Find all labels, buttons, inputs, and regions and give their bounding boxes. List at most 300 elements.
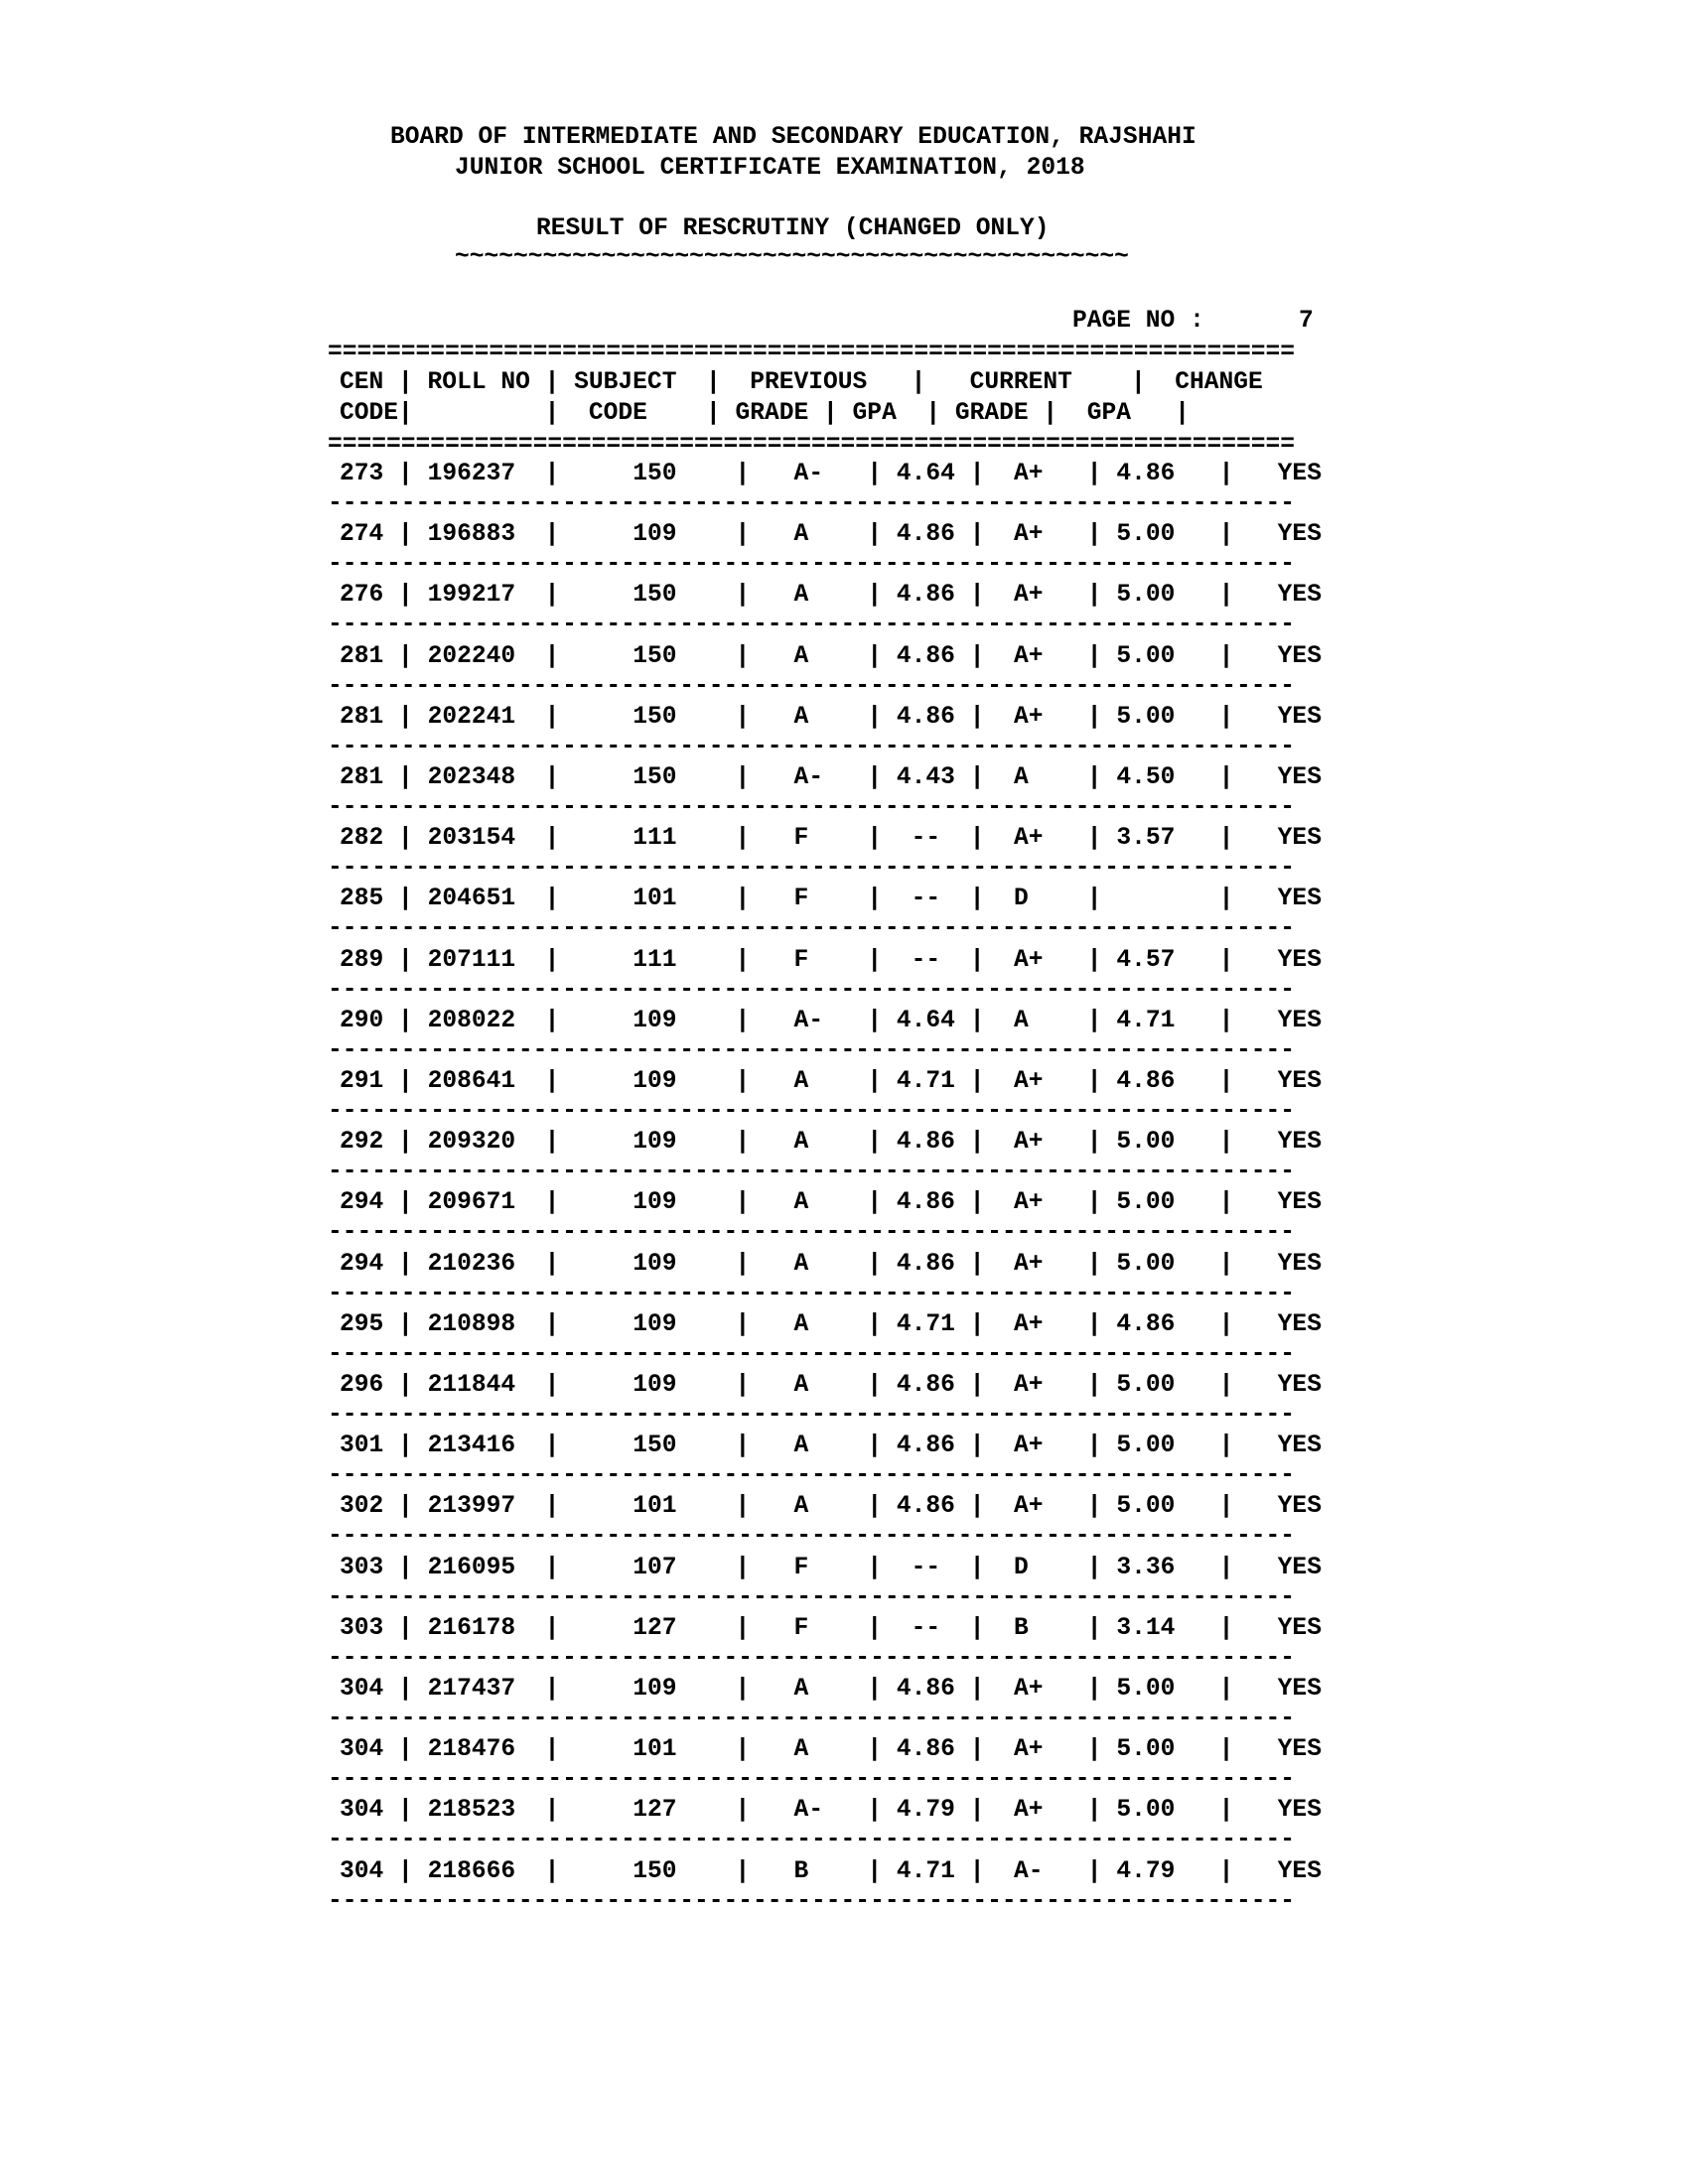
- cen-code-cell: 282: [340, 825, 384, 853]
- current-gpa-cell: 4.79: [1116, 1857, 1176, 1885]
- current-gpa-cell: 5.00: [1116, 1189, 1176, 1217]
- current-gpa-cell: 5.00: [1116, 1676, 1176, 1703]
- current-grade-cell: A+: [1013, 1250, 1044, 1278]
- subject-code-cell: 127: [633, 1614, 677, 1642]
- current-grade-cell: A-: [1013, 1857, 1044, 1885]
- current-grade-cell: A+: [1013, 825, 1044, 853]
- subject-code-cell: 111: [633, 946, 677, 974]
- table-row: [340, 1857, 1322, 1887]
- column-separator: |: [676, 1857, 779, 1885]
- change-cell: YES: [1277, 461, 1322, 487]
- column-separator: |: [1175, 825, 1278, 853]
- previous-grade-cell: A: [778, 703, 838, 731]
- current-grade-cell: A+: [1013, 1797, 1044, 1825]
- table-row: [340, 1432, 1322, 1461]
- current-grade-cell: A+: [1013, 1493, 1044, 1521]
- cen-code-cell: 303: [340, 1554, 384, 1581]
- previous-grade-cell: F: [778, 946, 838, 974]
- row-separator-rule: ------------------------------------------------------------------: [328, 1402, 1296, 1429]
- column-separator: |: [383, 1676, 428, 1703]
- cen-code-cell: 274: [340, 521, 384, 549]
- subject-code-cell: 150: [633, 1857, 677, 1885]
- column-separator: |: [1043, 642, 1117, 670]
- previous-grade-cell: A-: [778, 1007, 838, 1034]
- cen-code-cell: 292: [340, 1129, 384, 1157]
- change-cell: YES: [1277, 703, 1322, 731]
- table-row: [340, 642, 1322, 672]
- column-separator: |: [1043, 1007, 1117, 1034]
- change-cell: YES: [1277, 1857, 1322, 1885]
- subject-code-cell: 109: [633, 1676, 677, 1703]
- subject-code-cell: 109: [633, 1310, 677, 1338]
- column-separator: |: [837, 1007, 897, 1034]
- current-grade-cell: A+: [1013, 461, 1044, 487]
- title-underline: ~~~~~~~~~~~~~~~~~~~~~~~~~~~~~~~~~~~~~~~~~~~~~~: [455, 244, 1129, 271]
- column-separator: |: [954, 946, 1014, 974]
- row-separator-rule: ------------------------------------------------------------------: [328, 733, 1296, 760]
- column-separator: |: [1175, 1372, 1278, 1399]
- roll-no-cell: 213997: [427, 1493, 516, 1521]
- column-separator: |: [676, 1493, 779, 1521]
- column-separator: |: [515, 461, 633, 487]
- previous-grade-cell: F: [778, 886, 838, 913]
- column-separator: |: [1043, 1797, 1117, 1825]
- column-separator: |: [515, 1857, 633, 1885]
- column-separator: |: [1175, 1736, 1278, 1764]
- column-separator: |: [676, 886, 779, 913]
- current-grade-cell: A+: [1013, 703, 1044, 731]
- subject-code-cell: 109: [633, 1250, 677, 1278]
- change-cell: YES: [1277, 1372, 1322, 1399]
- subject-code-cell: 150: [633, 582, 677, 610]
- column-separator: |: [515, 521, 633, 549]
- column-separator: |: [515, 582, 633, 610]
- cen-code-cell: 304: [340, 1736, 384, 1764]
- previous-gpa-cell: 4.86: [896, 642, 955, 670]
- column-separator: |: [837, 642, 897, 670]
- column-separator: |: [837, 1250, 897, 1278]
- table-row: [340, 1554, 1322, 1583]
- column-separator: |: [1043, 1433, 1117, 1460]
- previous-gpa-cell: 4.86: [896, 1493, 955, 1521]
- previous-grade-cell: A: [778, 582, 838, 610]
- previous-gpa-cell: 4.86: [896, 1736, 955, 1764]
- column-separator: |: [515, 886, 633, 913]
- roll-no-cell: 207111: [427, 946, 516, 974]
- column-separator: |: [1043, 825, 1117, 853]
- column-separator: |: [837, 521, 897, 549]
- previous-grade-cell: A: [778, 1310, 838, 1338]
- column-separator: |: [1043, 1310, 1117, 1338]
- column-separator: |: [837, 825, 897, 853]
- column-separator: |: [1175, 1493, 1278, 1521]
- column-separator: |: [837, 582, 897, 610]
- column-separator: |: [1043, 1129, 1117, 1157]
- change-cell: YES: [1277, 1797, 1322, 1825]
- column-separator: |: [1175, 703, 1278, 731]
- roll-no-cell: 209320: [427, 1129, 516, 1157]
- table-row: [340, 824, 1322, 854]
- exam-title: JUNIOR SCHOOL CERTIFICATE EXAMINATION, 2018: [455, 155, 1085, 182]
- column-separator: |: [954, 764, 1014, 791]
- table-row: [340, 1007, 1322, 1036]
- current-gpa-cell: 4.86: [1116, 1068, 1176, 1095]
- previous-grade-cell: A: [778, 521, 838, 549]
- column-separator: |: [1043, 1554, 1117, 1581]
- column-separator: |: [1175, 1676, 1278, 1703]
- current-grade-cell: A+: [1013, 642, 1044, 670]
- table-row: [340, 703, 1322, 733]
- current-grade-cell: A+: [1013, 946, 1044, 974]
- roll-no-cell: 217437: [427, 1676, 516, 1703]
- row-separator-rule: ------------------------------------------------------------------: [328, 612, 1296, 639]
- column-separator: |: [515, 764, 633, 791]
- roll-no-cell: 196883: [427, 521, 516, 549]
- current-grade-cell: A: [1013, 764, 1044, 791]
- row-separator-rule: ------------------------------------------------------------------: [328, 1280, 1296, 1307]
- column-separator: |: [383, 1310, 428, 1338]
- change-cell: YES: [1277, 1614, 1322, 1642]
- previous-gpa-cell: 4.86: [896, 521, 955, 549]
- table-row: [340, 1492, 1322, 1522]
- column-separator: |: [676, 825, 779, 853]
- previous-grade-cell: A-: [778, 1797, 838, 1825]
- row-separator-rule: ------------------------------------------------------------------: [328, 1887, 1296, 1915]
- column-separator: |: [1175, 1189, 1278, 1217]
- change-cell: YES: [1277, 946, 1322, 974]
- current-gpa-cell: 5.00: [1116, 1250, 1176, 1278]
- row-separator-rule: ------------------------------------------------------------------: [328, 1462, 1296, 1490]
- cen-code-cell: 290: [340, 1007, 384, 1034]
- column-separator: |: [954, 1068, 1014, 1095]
- column-separator: |: [383, 1433, 428, 1460]
- change-cell: YES: [1277, 582, 1322, 610]
- column-separator: |: [676, 1189, 779, 1217]
- previous-grade-cell: A: [778, 1433, 838, 1460]
- subject-code-cell: 101: [633, 1736, 677, 1764]
- roll-no-cell: 203154: [427, 825, 516, 853]
- table-row: [340, 1675, 1322, 1705]
- previous-grade-cell: A: [778, 1189, 838, 1217]
- column-separator: |: [676, 461, 779, 487]
- column-separator: |: [954, 582, 1014, 610]
- column-separator: |: [383, 886, 428, 913]
- current-grade-cell: A+: [1013, 1129, 1044, 1157]
- column-separator: |: [1043, 764, 1117, 791]
- previous-grade-cell: A: [778, 1372, 838, 1399]
- current-grade-cell: A: [1013, 1007, 1044, 1034]
- previous-gpa-cell: 4.71: [896, 1068, 955, 1095]
- table-row: [340, 1250, 1322, 1280]
- column-separator: |: [676, 521, 779, 549]
- roll-no-cell: 218666: [427, 1857, 516, 1885]
- table-row: [340, 1735, 1322, 1765]
- column-separator: |: [837, 1493, 897, 1521]
- table-row: [340, 1614, 1322, 1644]
- column-separator: |: [383, 521, 428, 549]
- change-cell: YES: [1277, 1007, 1322, 1034]
- column-separator: |: [515, 1250, 633, 1278]
- page-number-label: PAGE NO :: [1072, 308, 1204, 335]
- column-separator: |: [1043, 886, 1117, 913]
- column-separator: |: [1175, 946, 1278, 974]
- change-cell: YES: [1277, 1676, 1322, 1703]
- column-separator: |: [954, 1857, 1014, 1885]
- column-separator: |: [515, 1129, 633, 1157]
- change-cell: YES: [1277, 1493, 1322, 1521]
- previous-gpa-cell: 4.86: [896, 1129, 955, 1157]
- column-separator: |: [1175, 521, 1278, 549]
- current-gpa-cell: 5.00: [1116, 521, 1176, 549]
- cen-code-cell: 276: [340, 582, 384, 610]
- column-separator: |: [1043, 1857, 1117, 1885]
- column-separator: |: [837, 764, 897, 791]
- row-separator-rule: ------------------------------------------------------------------: [328, 1766, 1296, 1794]
- column-separator: |: [515, 1554, 633, 1581]
- previous-gpa-cell: 4.79: [896, 1797, 955, 1825]
- roll-no-cell: 216178: [427, 1614, 516, 1642]
- previous-gpa-cell: --: [896, 946, 955, 974]
- column-separator: |: [515, 1372, 633, 1399]
- table-row: [340, 1371, 1322, 1401]
- cen-code-cell: 285: [340, 886, 384, 913]
- row-separator-rule: ------------------------------------------------------------------: [328, 1098, 1296, 1125]
- cen-code-cell: 302: [340, 1493, 384, 1521]
- current-gpa-cell: [1116, 886, 1175, 912]
- subject-code-cell: 127: [633, 1797, 677, 1825]
- current-grade-cell: B: [1013, 1614, 1044, 1642]
- previous-grade-cell: A: [778, 1676, 838, 1703]
- column-separator: |: [954, 642, 1014, 670]
- column-separator: |: [954, 1493, 1014, 1521]
- current-gpa-cell: 5.00: [1116, 642, 1176, 670]
- column-separator: |: [954, 1676, 1014, 1703]
- column-separator: |: [676, 764, 779, 791]
- table-header-line-2: CODE| | CODE | GRADE | GPA | GRADE | GPA |: [340, 400, 1191, 427]
- column-separator: |: [383, 703, 428, 731]
- column-separator: |: [676, 1433, 779, 1460]
- column-separator: |: [837, 1857, 897, 1885]
- column-separator: |: [1043, 1493, 1117, 1521]
- previous-grade-cell: A-: [778, 461, 838, 487]
- column-separator: |: [1175, 1554, 1278, 1581]
- previous-grade-cell: A: [778, 642, 838, 670]
- cen-code-cell: 281: [340, 703, 384, 731]
- column-separator: |: [1175, 1797, 1278, 1825]
- column-separator: |: [383, 946, 428, 974]
- previous-gpa-cell: 4.86: [896, 1676, 955, 1703]
- row-separator-rule: ------------------------------------------------------------------: [328, 1706, 1296, 1732]
- table-row: [340, 1310, 1322, 1340]
- subject-code-cell: 109: [633, 1189, 677, 1217]
- roll-no-cell: 210898: [427, 1310, 516, 1338]
- previous-gpa-cell: 4.86: [896, 1433, 955, 1460]
- column-separator: |: [837, 1736, 897, 1764]
- change-cell: YES: [1277, 886, 1322, 913]
- current-gpa-cell: 5.00: [1116, 1129, 1176, 1157]
- current-gpa-cell: 4.86: [1116, 461, 1176, 487]
- table-row: [340, 1128, 1322, 1158]
- column-separator: |: [954, 521, 1014, 549]
- column-separator: |: [954, 1797, 1014, 1825]
- table-row: [340, 1796, 1322, 1826]
- column-separator: |: [1175, 886, 1278, 913]
- column-separator: |: [954, 1614, 1014, 1642]
- previous-gpa-cell: 4.86: [896, 1250, 955, 1278]
- column-separator: |: [954, 1250, 1014, 1278]
- column-separator: |: [515, 703, 633, 731]
- previous-gpa-cell: --: [896, 1614, 955, 1642]
- column-separator: |: [515, 1676, 633, 1703]
- subject-code-cell: 150: [633, 461, 677, 487]
- column-separator: |: [676, 1614, 779, 1642]
- previous-gpa-cell: 4.71: [896, 1310, 955, 1338]
- column-separator: |: [676, 1250, 779, 1278]
- column-separator: |: [515, 1310, 633, 1338]
- roll-no-cell: 213416: [427, 1433, 516, 1460]
- column-separator: |: [383, 1068, 428, 1095]
- column-separator: |: [1043, 1372, 1117, 1399]
- subject-code-cell: 109: [633, 1372, 677, 1399]
- current-gpa-cell: 3.36: [1116, 1554, 1176, 1581]
- cen-code-cell: 294: [340, 1250, 384, 1278]
- current-gpa-cell: 5.00: [1116, 1372, 1176, 1399]
- column-separator: |: [954, 703, 1014, 731]
- previous-gpa-cell: 4.64: [896, 1007, 955, 1034]
- current-grade-cell: A+: [1013, 1676, 1044, 1703]
- column-separator: |: [837, 1554, 897, 1581]
- column-separator: |: [676, 1676, 779, 1703]
- column-separator: |: [676, 1129, 779, 1157]
- column-separator: |: [515, 1189, 633, 1217]
- cen-code-cell: 295: [340, 1310, 384, 1338]
- subject-code-cell: 109: [633, 1068, 677, 1095]
- roll-no-cell: 208022: [427, 1007, 516, 1034]
- previous-gpa-cell: 4.86: [896, 582, 955, 610]
- column-separator: |: [383, 1554, 428, 1581]
- current-gpa-cell: 4.50: [1116, 764, 1176, 791]
- previous-grade-cell: A-: [778, 764, 838, 791]
- subject-code-cell: 150: [633, 1433, 677, 1460]
- subject-code-cell: 107: [633, 1554, 677, 1581]
- current-gpa-cell: 4.86: [1116, 1310, 1176, 1338]
- board-title: BOARD OF INTERMEDIATE AND SECONDARY EDUCATION, RAJSHAHI: [390, 124, 1196, 151]
- current-gpa-cell: 4.71: [1116, 1007, 1176, 1034]
- column-separator: |: [954, 1736, 1014, 1764]
- current-grade-cell: A+: [1013, 1068, 1044, 1095]
- current-gpa-cell: 5.00: [1116, 582, 1176, 610]
- roll-no-cell: 209671: [427, 1189, 516, 1217]
- column-separator: |: [515, 1433, 633, 1460]
- cen-code-cell: 296: [340, 1372, 384, 1399]
- row-separator-rule: ------------------------------------------------------------------: [328, 672, 1296, 700]
- column-separator: |: [515, 1493, 633, 1521]
- row-separator-rule: ------------------------------------------------------------------: [328, 1827, 1296, 1854]
- column-separator: |: [1043, 1250, 1117, 1278]
- roll-no-cell: 202240: [427, 642, 516, 670]
- roll-no-cell: 216095: [427, 1554, 516, 1581]
- cen-code-cell: 294: [340, 1189, 384, 1217]
- column-separator: |: [954, 886, 1014, 913]
- column-separator: |: [954, 1554, 1014, 1581]
- table-row: [340, 946, 1322, 976]
- current-grade-cell: A+: [1013, 1310, 1044, 1338]
- previous-grade-cell: A: [778, 1250, 838, 1278]
- column-separator: |: [954, 1310, 1014, 1338]
- current-grade-cell: A+: [1013, 582, 1044, 610]
- cen-code-cell: 289: [340, 946, 384, 974]
- current-grade-cell: A+: [1013, 1372, 1044, 1399]
- roll-no-cell: 196237: [427, 461, 516, 487]
- column-separator: |: [1043, 582, 1117, 610]
- column-separator: |: [515, 1736, 633, 1764]
- table-row: [340, 460, 1322, 489]
- column-separator: |: [1043, 1736, 1117, 1764]
- current-gpa-cell: 5.00: [1116, 1433, 1176, 1460]
- column-separator: |: [1175, 764, 1278, 791]
- column-separator: |: [837, 1372, 897, 1399]
- row-separator-rule: ------------------------------------------------------------------: [328, 1644, 1296, 1672]
- previous-gpa-cell: 4.86: [896, 1189, 955, 1217]
- column-separator: |: [1043, 521, 1117, 549]
- cen-code-cell: 304: [340, 1857, 384, 1885]
- column-separator: |: [1175, 1614, 1278, 1642]
- change-cell: YES: [1277, 1068, 1322, 1095]
- column-separator: |: [1175, 1007, 1278, 1034]
- current-grade-cell: A+: [1013, 521, 1044, 549]
- subject-code-cell: 109: [633, 1007, 677, 1034]
- row-separator-rule: ------------------------------------------------------------------: [328, 551, 1296, 579]
- column-separator: |: [837, 886, 897, 913]
- current-gpa-cell: 5.00: [1116, 1797, 1176, 1825]
- table-row: [340, 1188, 1322, 1218]
- table-header-rule: ==================================================================: [328, 432, 1296, 459]
- column-separator: |: [837, 1797, 897, 1825]
- previous-grade-cell: A: [778, 1493, 838, 1521]
- column-separator: |: [837, 1614, 897, 1642]
- row-separator-rule: ------------------------------------------------------------------: [328, 1340, 1296, 1368]
- column-separator: |: [676, 642, 779, 670]
- column-separator: |: [954, 1007, 1014, 1034]
- row-separator-rule: ------------------------------------------------------------------: [328, 915, 1296, 943]
- change-cell: YES: [1277, 1250, 1322, 1278]
- column-separator: |: [1175, 1857, 1278, 1885]
- subject-code-cell: 109: [633, 521, 677, 549]
- row-separator-rule: ------------------------------------------------------------------: [328, 1159, 1296, 1186]
- previous-grade-cell: F: [778, 1614, 838, 1642]
- previous-gpa-cell: 4.86: [896, 1372, 955, 1399]
- table-row: [340, 520, 1322, 550]
- column-separator: |: [954, 1129, 1014, 1157]
- current-grade-cell: A+: [1013, 1433, 1044, 1460]
- column-separator: |: [676, 582, 779, 610]
- column-separator: |: [837, 946, 897, 974]
- column-separator: |: [837, 703, 897, 731]
- current-gpa-cell: 5.00: [1116, 1493, 1176, 1521]
- column-separator: |: [383, 1614, 428, 1642]
- column-separator: |: [515, 1614, 633, 1642]
- roll-no-cell: 211844: [427, 1372, 516, 1399]
- column-separator: |: [837, 1310, 897, 1338]
- current-gpa-cell: 3.14: [1116, 1614, 1176, 1642]
- column-separator: |: [1043, 946, 1117, 974]
- roll-no-cell: 210236: [427, 1250, 516, 1278]
- column-separator: |: [383, 1189, 428, 1217]
- column-separator: |: [676, 1372, 779, 1399]
- row-separator-rule: ------------------------------------------------------------------: [328, 1583, 1296, 1611]
- cen-code-cell: 281: [340, 764, 384, 791]
- row-separator-rule: ------------------------------------------------------------------: [328, 976, 1296, 1004]
